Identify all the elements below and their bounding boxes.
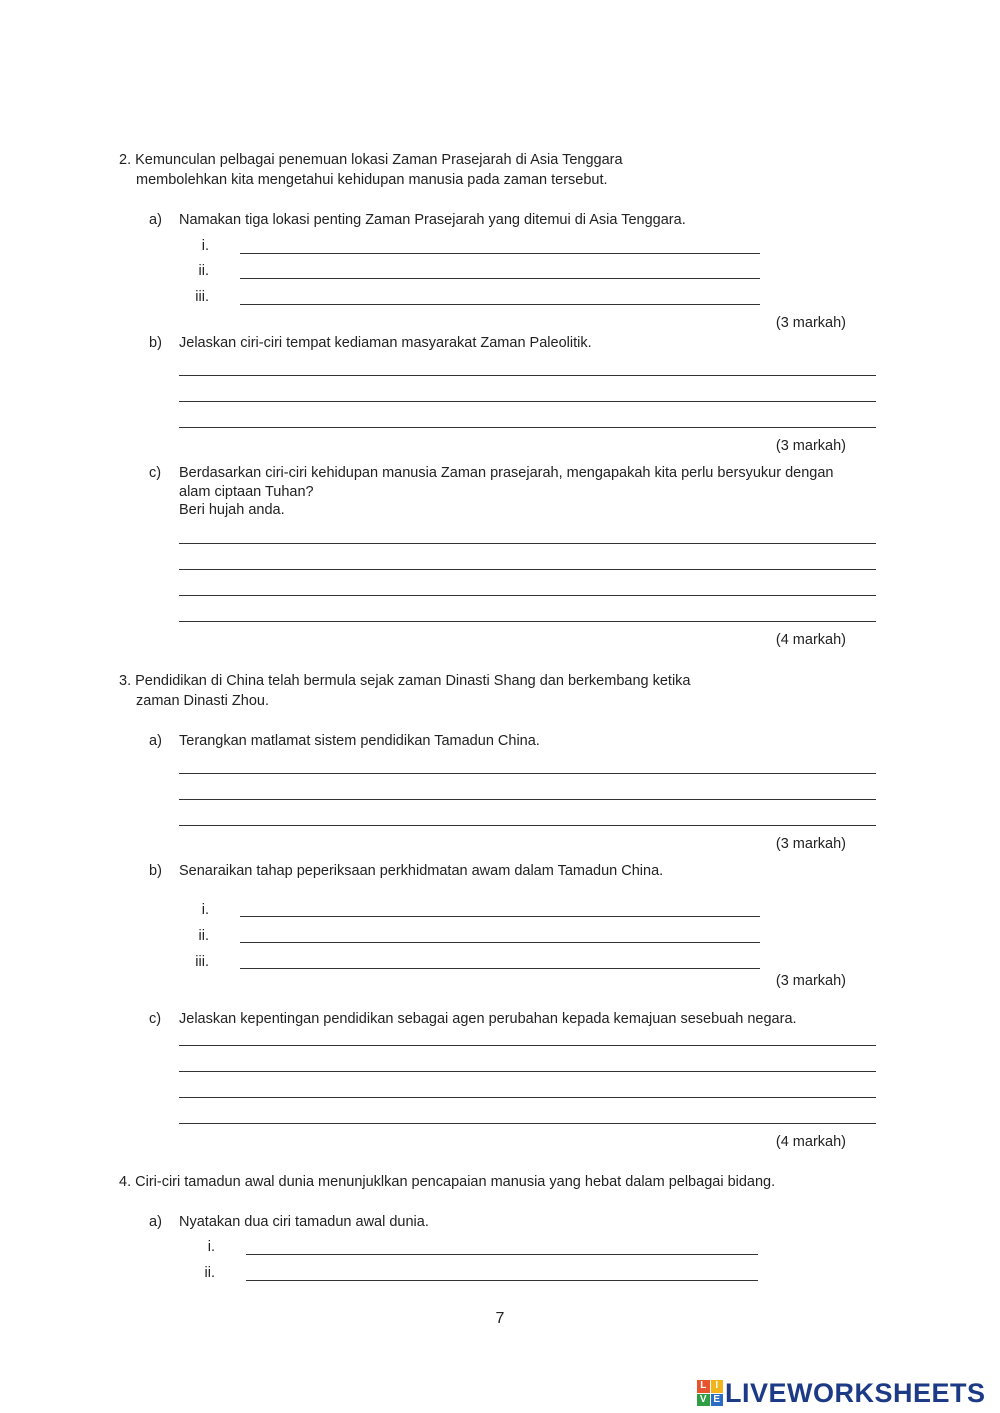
q2a-answer-line-i[interactable] xyxy=(240,253,760,254)
brand-logo-letter-v: V xyxy=(697,1394,710,1407)
q4a-item-ii: ii. xyxy=(204,1265,215,1281)
q2c-question-line2: alam ciptaan Tuhan? xyxy=(179,484,314,500)
q2a-item-iii: iii. xyxy=(195,289,209,305)
q2b-question: Jelaskan ciri-ciri tempat kediaman masyarakat Zaman Paleolitik. xyxy=(179,335,592,351)
q3c-answer-line-4[interactable] xyxy=(179,1123,876,1124)
q3a-marks: (3 markah) xyxy=(775,836,846,852)
brand-logo-letter-e: E xyxy=(711,1394,724,1407)
page-number: 7 xyxy=(495,1310,505,1327)
brand-logo-icon xyxy=(697,1380,723,1406)
q3c-marks: (4 markah) xyxy=(775,1134,846,1150)
q2a-item-ii: ii. xyxy=(198,263,209,279)
q4a-label: a) xyxy=(149,1214,162,1230)
q2b-label: b) xyxy=(149,335,162,351)
q2b-marks: (3 markah) xyxy=(775,438,846,454)
brand-logo-letter-i: I xyxy=(711,1380,724,1393)
q2a-item-i: i. xyxy=(201,238,209,254)
q2-stem-line2: membolehkan kita mengetahui kehidupan manusia pada zaman tersebut. xyxy=(136,172,608,188)
q3a-label: a) xyxy=(149,733,162,749)
q2c-question-line1: Berdasarkan ciri-ciri kehidupan manusia Zaman prasejarah, mengapakah kita perlu bersyukur dengan xyxy=(179,465,834,481)
q3b-question: Senaraikan tahap peperiksaan perkhidmatan awam dalam Tamadun China. xyxy=(179,863,664,879)
q2c-marks: (4 markah) xyxy=(775,632,846,648)
q3b-answer-line-ii[interactable] xyxy=(240,942,760,943)
q3b-item-i: i. xyxy=(201,902,209,918)
q3b-answer-line-iii[interactable] xyxy=(240,968,760,969)
brand-logo-letter-l: L xyxy=(697,1380,710,1393)
q3c-question: Jelaskan kepentingan pendidikan sebagai agen perubahan kepada kemajuan sesebuah negara. xyxy=(179,1011,797,1027)
q2b-answer-line-1[interactable] xyxy=(179,375,876,376)
q3b-item-ii: ii. xyxy=(198,928,209,944)
q2c-answer-line-1[interactable] xyxy=(179,543,876,544)
q3-stem-line1: 3. Pendidikan di China telah bermula sejak zaman Dinasti Shang dan berkembang ketika xyxy=(119,673,691,689)
q2c-answer-line-2[interactable] xyxy=(179,569,876,570)
q2a-answer-line-iii[interactable] xyxy=(240,304,760,305)
q4a-item-i: i. xyxy=(207,1239,215,1255)
q2c-answer-line-3[interactable] xyxy=(179,595,876,596)
q3c-label: c) xyxy=(149,1011,162,1027)
q4a-answer-line-i[interactable] xyxy=(246,1254,758,1255)
q2-stem-line1: 2. Kemunculan pelbagai penemuan lokasi Zaman Prasejarah di Asia Tenggara xyxy=(119,152,623,168)
q2a-label: a) xyxy=(149,212,162,228)
q2c-question-line3: Beri hujah anda. xyxy=(179,502,285,518)
q4a-question: Nyatakan dua ciri tamadun awal dunia. xyxy=(179,1214,429,1230)
q2c-answer-line-4[interactable] xyxy=(179,621,876,622)
q3c-answer-line-1[interactable] xyxy=(179,1045,876,1046)
q3a-answer-line-1[interactable] xyxy=(179,773,876,774)
q2c-label: c) xyxy=(149,465,162,481)
q4a-answer-line-ii[interactable] xyxy=(246,1280,758,1281)
q3a-question: Terangkan matlamat sistem pendidikan Tamadun China. xyxy=(179,733,540,749)
q2a-question: Namakan tiga lokasi penting Zaman Prasejarah yang ditemui di Asia Tenggara. xyxy=(179,212,686,228)
liveworksheets-logo[interactable] xyxy=(697,1377,986,1409)
q3b-answer-line-i[interactable] xyxy=(240,916,760,917)
q3c-answer-line-3[interactable] xyxy=(179,1097,876,1098)
q2b-answer-line-2[interactable] xyxy=(179,401,876,402)
q3b-label: b) xyxy=(149,863,162,879)
q4-stem-line1: 4. Ciri-ciri tamadun awal dunia menunjuklkan pencapaian manusia yang hebat dalam pelbagai bidang. xyxy=(119,1174,776,1190)
q3-stem-line2: zaman Dinasti Zhou. xyxy=(136,693,269,709)
q3c-answer-line-2[interactable] xyxy=(179,1071,876,1072)
q3b-marks: (3 markah) xyxy=(775,973,846,989)
q2a-answer-line-ii[interactable] xyxy=(240,278,760,279)
q2b-answer-line-3[interactable] xyxy=(179,427,876,428)
q3a-answer-line-2[interactable] xyxy=(179,799,876,800)
brand-name: LIVEWORKSHEETS xyxy=(725,1377,986,1408)
q3b-item-iii: iii. xyxy=(195,954,209,970)
q2a-marks: (3 markah) xyxy=(775,315,846,331)
q3a-answer-line-3[interactable] xyxy=(179,825,876,826)
